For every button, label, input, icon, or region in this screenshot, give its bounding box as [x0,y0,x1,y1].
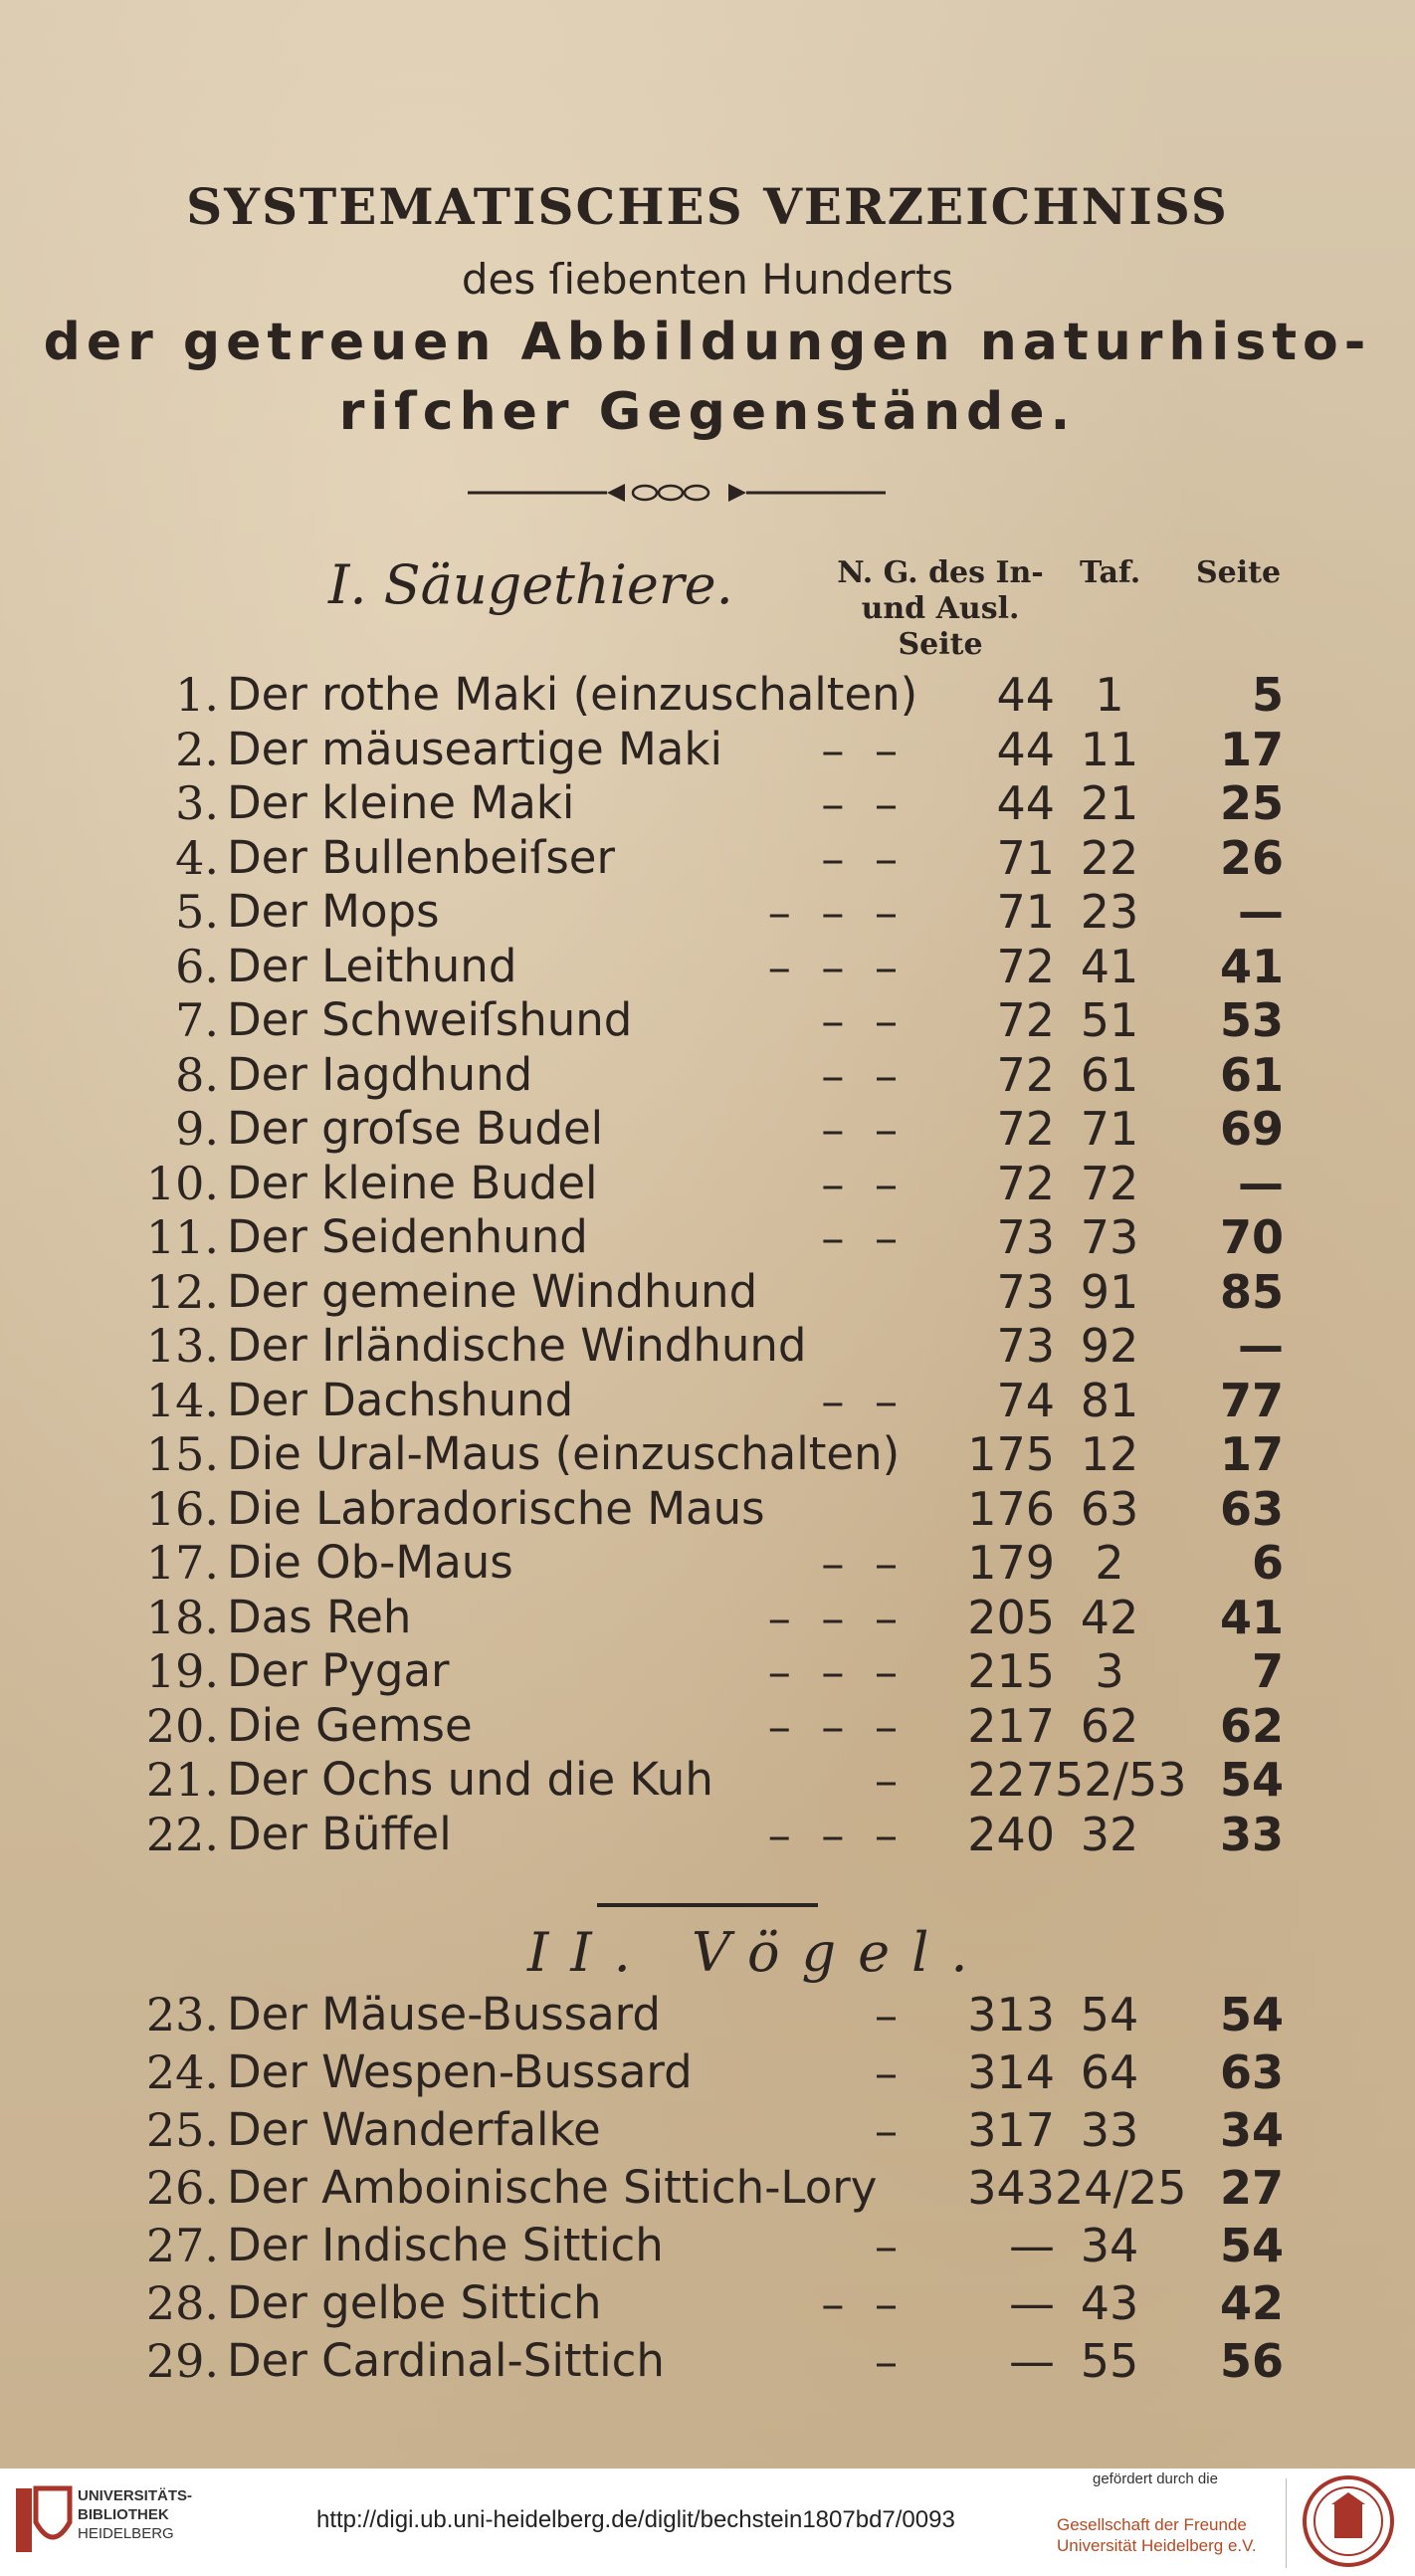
entry-dashes: – – [821,830,906,885]
list-item [0,994,1415,1046]
entry-dashes: – – – [767,939,906,993]
university-library-logo-icon [12,2482,74,2558]
entry-dashes: – [875,2219,906,2272]
entry-name: Die Ural-Maus (einzuschalten) [227,1427,901,1480]
entry-page: 54 [1219,1753,1284,1807]
list-item [0,886,1415,938]
entry-page: 17 [1219,722,1284,776]
entry-ng-page: 217 [967,1698,1055,1753]
entry-ng-page: 240 [967,1807,1055,1861]
entry-name: Der Schweiſshund [227,993,633,1046]
entry-name: Der Dachshund [227,1373,574,1426]
ornament-divider [468,476,886,510]
entry-ng-page: 313 [967,1988,1055,2041]
entry-name: Der Pygar [227,1644,450,1697]
entry-dashes: – [875,2334,906,2388]
university-seal-icon [1302,2474,1395,2568]
entry-plate: 11 [1080,722,1139,776]
entry-dashes: – – – [767,1807,906,1861]
entry-number: 20. [145,1698,219,1753]
entry-plate: 52/53 [1055,1753,1187,1807]
entry-dashes: – – [821,1156,906,1210]
entry-name: Die Ob-Maus [227,1536,513,1589]
entry-dashes: – – [821,722,906,776]
column-header-ng [826,555,1055,663]
subtitle-line-3: riſcher Gegenstände. [338,382,1077,442]
list-item [0,2162,1415,2214]
list-item [0,1754,1415,1806]
entry-ng-page: 73 [996,1210,1055,1264]
entry-plate: 3 [1095,1644,1124,1698]
entry-page: 5 [1251,668,1284,722]
entry-number: 4. [175,830,219,885]
entry-page: 17 [1219,1427,1284,1481]
entry-ng-page: 44 [996,722,1055,776]
entry-number: 2. [175,722,219,776]
list-item [0,2220,1415,2271]
entry-number: 21. [145,1753,219,1807]
entry-plate: 73 [1080,1210,1139,1264]
list-item [0,1211,1415,1263]
entry-number: 16. [145,1481,219,1536]
entry-dashes: – – [821,2276,906,2330]
list-item [0,1483,1415,1535]
entry-page: 26 [1219,830,1284,885]
entry-name: Der Mops [227,885,440,938]
entry-ng-page: 71 [996,830,1055,885]
entry-dashes: – – – [767,1644,906,1698]
entry-page: 63 [1219,2045,1284,2099]
list-item [0,1537,1415,1589]
entry-dashes: – – [821,1102,906,1156]
entry-number: 13. [145,1319,219,1373]
list-item [0,669,1415,721]
list-item [0,1158,1415,1209]
entry-page: 25 [1219,776,1284,830]
entry-name: Der Bullenbeiſser [227,830,615,884]
entry-dashes: – – [821,1210,906,1264]
entry-page: — [1238,885,1284,939]
entry-number: 3. [175,776,219,830]
entry-plate: 22 [1080,830,1139,885]
entry-dashes: – – [821,1373,906,1427]
list-item [0,724,1415,775]
entry-ng-page: 317 [967,2103,1055,2157]
entry-plate: 24/25 [1055,2161,1187,2215]
society-name-line1: Gesellschaft der Freunde [1057,2515,1247,2534]
entry-plate: 72 [1080,1156,1139,1210]
list-item [0,1375,1415,1426]
entry-dashes: – – [821,1536,906,1590]
entry-ng-page: 205 [967,1590,1055,1644]
entry-number: 22. [145,1807,219,1861]
entry-dashes: – [875,2045,906,2099]
entry-name: Die Gemse [227,1698,473,1752]
entry-page: 54 [1219,2219,1284,2272]
entry-name: Der Wespen-Bussard [227,2045,693,2098]
entry-plate: 64 [1080,2045,1139,2099]
entry-dashes: – – [821,993,906,1047]
entry-number: 26. [145,2161,219,2215]
entry-plate: 71 [1080,1102,1139,1156]
entry-number: 29. [145,2334,219,2388]
entry-name: Der kleine Maki [227,776,575,829]
entry-plate: 51 [1080,993,1139,1047]
entry-name: Der Irländische Windhund [227,1319,807,1372]
entry-page: 61 [1219,1047,1284,1102]
society-name-line2: Universität Heidelberg e.V. [1057,2536,1257,2555]
entry-dashes: – – – [767,1590,906,1644]
entry-ng-page: 72 [996,1102,1055,1156]
entry-number: 7. [175,993,219,1047]
entry-ng-page: 73 [996,1319,1055,1373]
entry-number: 5. [175,885,219,939]
entry-page: 70 [1219,1210,1284,1264]
list-item [0,1700,1415,1752]
entry-number: 18. [145,1590,219,1644]
column-header-taf: Taf. [1080,555,1141,590]
list-item [0,2335,1415,2387]
entry-plate: 42 [1080,1590,1139,1644]
entry-ng-page: 227 [967,1753,1055,1807]
entry-plate: 21 [1080,776,1139,830]
entry-dashes: – – – [767,885,906,939]
entry-name: Der gemeine Windhund [227,1264,758,1318]
entry-plate: 23 [1080,885,1139,939]
entry-name: Der Indische Sittich [227,2219,664,2271]
entry-name: Der kleine Budel [227,1156,598,1209]
section-heading-birds: II. Vögel. [527,1921,990,1984]
entry-number: 12. [145,1264,219,1319]
entry-number: 28. [145,2276,219,2330]
entry-dashes: – [875,1988,906,2041]
entry-page: 53 [1219,993,1284,1047]
entry-plate: 34 [1080,2219,1139,2272]
library-name-line2: BIBLIOTHEK [78,2506,169,2523]
entry-page: 69 [1219,1102,1284,1156]
column-header-ng-line2: und Ausl. [861,591,1020,626]
entry-number: 23. [145,1988,219,2041]
entry-ng-page: 72 [996,1156,1055,1210]
entry-plate: 63 [1080,1481,1139,1536]
list-item [0,2277,1415,2329]
subtitle-line-2: der getreuen Abbildungen naturhisto- [43,313,1372,372]
list-item [0,832,1415,884]
entry-plate: 62 [1080,1698,1139,1753]
subtitle-line-1: des ſiebenten Hunderts [461,255,954,304]
column-header-seite: Seite [1196,555,1282,590]
entry-ng-page: — [1009,2334,1055,2388]
entry-number: 6. [175,939,219,993]
entry-number: 11. [145,1210,219,1264]
entry-name: Der rothe Maki (einzuschalten) [227,668,918,721]
entry-ng-page: 74 [996,1373,1055,1427]
entry-name: Der Mäuse-Bussard [227,1988,661,2040]
list-item [0,1428,1415,1480]
entry-page: 42 [1219,2276,1284,2330]
list-item [0,1266,1415,1318]
entry-name: Das Reh [227,1590,412,1643]
list-item [0,1049,1415,1101]
entry-name: Der Leithund [227,939,517,992]
entry-page: 85 [1219,1264,1284,1319]
permalink-url[interactable]: http://digi.ub.uni-heidelberg.de/diglit/bechstein1807bd7/0093 [316,2506,955,2533]
entry-number: 25. [145,2103,219,2157]
entry-page: 63 [1219,1481,1284,1536]
list-item [0,2104,1415,2156]
list-item [0,777,1415,829]
entry-plate: 41 [1080,939,1139,993]
entry-ng-page: — [1009,2276,1055,2330]
entry-name: Der gelbe Sittich [227,2276,602,2329]
entry-name: Die Labradorische Maus [227,1481,765,1535]
list-item [0,1320,1415,1372]
entry-number: 14. [145,1373,219,1427]
column-header-ng-line1: N. G. des In- [837,555,1044,590]
entry-plate: 54 [1080,1988,1139,2041]
entry-number: 1. [175,668,219,722]
entry-number: 8. [175,1047,219,1102]
entry-number: 19. [145,1644,219,1698]
entry-ng-page: 215 [967,1644,1055,1698]
entry-page: 62 [1219,1698,1284,1753]
entry-number: 27. [145,2219,219,2272]
library-name-line3: HEIDELBERG [78,2525,174,2542]
entry-ng-page: 343 [967,2161,1055,2215]
list-item [0,2046,1415,2098]
entry-name: Der Wanderfalke [227,2103,601,2156]
entry-page: 34 [1219,2103,1284,2157]
entry-ng-page: 71 [996,885,1055,939]
entry-page: 41 [1219,939,1284,993]
entry-name: Der mäuseartige Maki [227,722,722,775]
entry-plate: 2 [1095,1536,1124,1590]
entry-name: Der Cardinal-Sittich [227,2334,665,2387]
funded-by-label: gefördert durch die [1093,2470,1218,2487]
entry-ng-page: 72 [996,1047,1055,1102]
entry-page: 54 [1219,1988,1284,2041]
page-title: SYSTEMATISCHES VERZEICHNISS [186,177,1229,236]
entry-page: 27 [1219,2161,1284,2215]
entry-name: Der Iagdhund [227,1047,533,1101]
entry-number: 15. [145,1427,219,1481]
entry-dashes: – – [821,1047,906,1102]
entry-name: Der Seidenhund [227,1210,588,1263]
entry-ng-page: 175 [967,1427,1055,1481]
entry-page: 7 [1251,1644,1284,1698]
library-name-line1: UNIVERSITÄTS- [78,2487,193,2504]
section-divider [597,1903,818,1907]
entry-dashes: – – – [767,1698,906,1753]
entry-page: 41 [1219,1590,1284,1644]
list-item [0,941,1415,992]
list-item [0,1103,1415,1155]
entry-ng-page: 44 [996,776,1055,830]
entry-plate: 61 [1080,1047,1139,1102]
entry-plate: 55 [1080,2334,1139,2388]
entry-ng-page: — [1009,2219,1055,2272]
entry-plate: 43 [1080,2276,1139,2330]
entry-name: Der groſse Budel [227,1102,604,1155]
entry-number: 10. [145,1156,219,1210]
entry-ng-page: 179 [967,1536,1055,1590]
list-item [0,1989,1415,2040]
entry-name: Der Ochs und die Kuh [227,1753,713,1806]
section-heading-mammals: I. Säugethiere. [328,553,733,616]
entry-dashes: – [875,1753,906,1807]
entry-ng-page: 72 [996,993,1055,1047]
entry-plate: 92 [1080,1319,1139,1373]
entry-page: — [1238,1319,1284,1373]
entry-number: 24. [145,2045,219,2099]
entry-ng-page: 314 [967,2045,1055,2099]
entry-page: — [1238,1156,1284,1210]
entry-page: 33 [1219,1807,1284,1861]
entry-page: 6 [1251,1536,1284,1590]
entry-number: 9. [175,1102,219,1156]
list-item [0,1645,1415,1697]
entry-ng-page: 176 [967,1481,1055,1536]
entry-name: Der Amboinische Sittich-Lory [227,2161,878,2214]
entry-ng-page: 72 [996,939,1055,993]
entry-ng-page: 73 [996,1264,1055,1319]
footer-divider [1286,2478,1287,2568]
list-item [0,1592,1415,1643]
entry-plate: 91 [1080,1264,1139,1319]
list-item [0,1809,1415,1860]
entry-plate: 12 [1080,1427,1139,1481]
entry-plate: 81 [1080,1373,1139,1427]
column-header-ng-line3: Seite [898,627,983,662]
entry-plate: 1 [1095,668,1124,722]
entry-plate: 33 [1080,2103,1139,2157]
entry-number: 17. [145,1536,219,1590]
entry-plate: 32 [1080,1807,1139,1861]
entry-name: Der Büffel [227,1807,452,1860]
entry-dashes: – – [821,776,906,830]
entry-dashes: – [875,2103,906,2157]
entry-page: 77 [1219,1373,1284,1427]
entry-ng-page: 44 [996,668,1055,722]
library-name [78,2486,247,2543]
entry-page: 56 [1219,2334,1284,2388]
